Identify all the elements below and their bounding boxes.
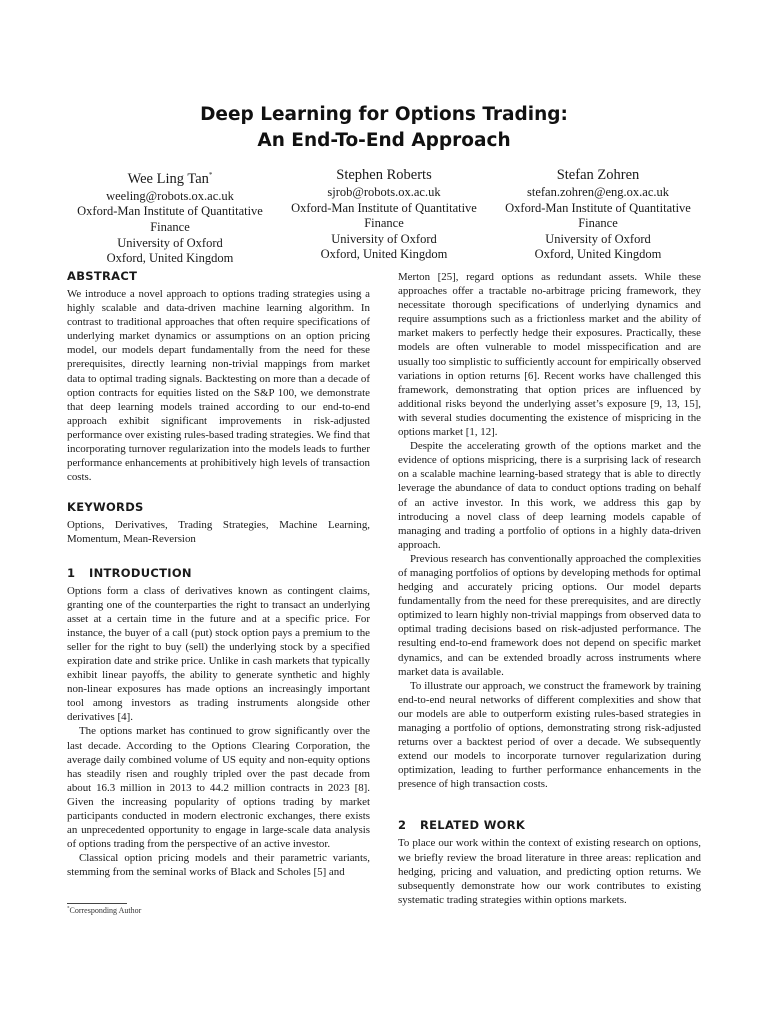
paper-title — [0, 102, 768, 154]
left-column — [67, 268, 370, 879]
related-work-paragraph-1: To place our work within the context of existing research on options, we briefly review the broad literature in three areas: replication and hedging, pricing and valuation, and predicting option returns. We subsequently demonstrate how our work contributes to existing systematic trading strategies within options markets. — [398, 837, 701, 906]
title-line-1: Deep Learning for Options Trading: — [200, 104, 568, 125]
section-number: 1 — [67, 565, 76, 580]
intro-paragraph-5: Previous research has conventionally approached the complexities of managing portfolios of options by developing methods for optimal hedging and accurately pricing options. Our model departs fundamentally from the need for these prerequisites, and are directly optimized to learn highly non-trivial mappings from observed data to optimal trading decisions based on risk-adjusted performance. The resulting end-to-end framework does not depend on specific market dynamics, and can be extended broadly across instruments where market data is available. — [398, 552, 701, 678]
author-location: Oxford, United Kingdom — [534, 247, 662, 262]
related-work-heading — [398, 817, 701, 833]
abstract-text: We introduce a novel approach to options trading strategies using a highly scalable and data-driven machine learning algorithm. In contrast to traditional approaches that often require specifications of underlying market dynamics or assumptions on an option pricing model, our models depart fundamentally from the need for these prerequisites, directly learning non-trivial mappings from market data to optimal trading signals. Backtesting on more than a decade of option contracts for equities listed on the S&P 100, we demonstrate that deep learning models trained according to our end-to-end approach exhibit significant improvements in risk-adjusted performance over existing rules-based trading strategies. We find that incorporating turnover regularization into the models leads to further performance enhancements at prohibitively high levels of transaction costs. — [67, 288, 370, 484]
author-affiliation: Oxford-Man Institute of Quantitative — [505, 200, 691, 215]
footnote-mark: * — [67, 906, 70, 912]
author-name: Stephen Roberts — [336, 167, 432, 183]
author-affiliation-cont: Finance — [578, 216, 618, 231]
author-1 — [70, 165, 270, 267]
author-email: sjrob@robots.ox.ac.uk — [327, 185, 441, 199]
author-name: Wee Ling Tan — [127, 170, 209, 187]
author-affiliation-cont: Finance — [150, 220, 190, 235]
author-affiliation: Oxford-Man Institute of Quantitative — [291, 200, 477, 215]
author-email: stefan.zohren@eng.ox.ac.uk — [526, 185, 669, 199]
footnote — [67, 906, 141, 915]
intro-paragraph-3-cont: Merton [25], regard options as redundant assets. While these approaches offer a tractable no-arbitrage pricing framework, they necessitate thorough specifications of underlying dynamics and require assumptions such as a frictionless market and the ability of market makers to perfectly hedge their exposures. Practically, these models are often vulnerable to model misspecification and are usually too simplistic to sufficiently account for empirically observed variations in option returns [6]. Recent works have challenged this framework, demonstrating that option prices are influenced by additional risks beyond the underlying asset’s exposure [9, 13, 15], with several studies documenting the existence of mispricing in the options market [1, 12]. — [398, 271, 701, 439]
author-location: Oxford, United Kingdom — [320, 247, 448, 262]
corresponding-mark: * — [208, 171, 213, 179]
introduction-heading — [67, 565, 370, 581]
author-university: University of Oxford — [545, 231, 651, 246]
intro-paragraph-2: The options market has continued to grow significantly over the last decade. According to the Options Clearing Corporation, the average daily combined volume of US equity and non-equity options has steadily risen and roughly tripled over the past decade from about 16.3 million in 2013 to 44.2 million contracts in 2023 [8]. Given the increasing popularity of options trading by market participants conducted in modern electronic exchanges, there exists an unprecedented opportunity to engage in large-scale data analysis of options trading from the perspective of an active investor. — [67, 725, 370, 851]
author-email: weeling@robots.ox.ac.uk — [106, 188, 234, 203]
author-3 — [498, 165, 698, 267]
author-list — [70, 165, 698, 267]
right-column — [398, 270, 701, 907]
keywords-heading: KEYWORDS — [67, 500, 144, 515]
intro-paragraph-4: Despite the accelerating growth of the options market and the evidence of options mispricing, there is a surprising lack of research on a scalable machine learning-based strategy that is able to directly leverage the abundance of data to conduct options trading on behalf of an active investor. In this work, we address this gap by introducing a novel class of deep learning models capable of managing and trading a portfolio of options in a highly data-driven approach. — [398, 440, 701, 551]
author-2 — [284, 165, 484, 267]
author-university: University of Oxford — [331, 231, 437, 246]
author-name: Stefan Zohren — [556, 167, 640, 183]
intro-paragraph-1: Options form a class of derivatives known as contingent claims, granting one of the counterparties the right to transact an underlying asset at a certain time in the future and at a specific price. For instance, the buyer of a call (put) stock option pays a premium to the seller for the right to buy (sell) the underlying stock by a specified expiration date and strike price. Unlike in cash markets that typically exhibit linear payoffs, the ability to generate synthetic and highly non-linear exposures has made options an increasingly important tool among investors as trading instruments alongside other derivatives [4]. — [67, 584, 370, 724]
author-location: Oxford, United Kingdom — [106, 251, 234, 266]
keywords-text: Options, Derivatives, Trading Strategies, Machine Learning, Momentum, Mean-Reversion — [67, 519, 370, 546]
author-affiliation-cont: Finance — [364, 216, 404, 231]
abstract-heading: ABSTRACT — [67, 269, 138, 283]
section-title: RELATED WORK — [420, 818, 526, 833]
section-number: 2 — [398, 818, 407, 833]
footnote-text: Corresponding Author — [69, 906, 142, 915]
title-line-2: An End-To-End Approach — [257, 130, 511, 151]
intro-paragraph-6: To illustrate our approach, we construct the framework by training end-to-end neural networks of different complexities and show that our models are able to outperform existing rules-based strategies in managing a portfolio of options, demonstrating strong risk-adjusted returns over a backtest period of over a decade. We subsequently extend our models to incorporate turnover regularization during optimization, leading to further performance enhancements in the presence of high transaction costs. — [398, 679, 701, 791]
section-title: INTRODUCTION — [89, 565, 192, 580]
author-affiliation: Oxford-Man Institute of Quantitative — [77, 204, 263, 219]
footnote-rule — [67, 903, 127, 904]
author-university: University of Oxford — [117, 235, 223, 250]
intro-paragraph-3: Classical option pricing models and their parametric variants, stemming from the seminal works of Black and Scholes [5] and — [67, 852, 370, 879]
